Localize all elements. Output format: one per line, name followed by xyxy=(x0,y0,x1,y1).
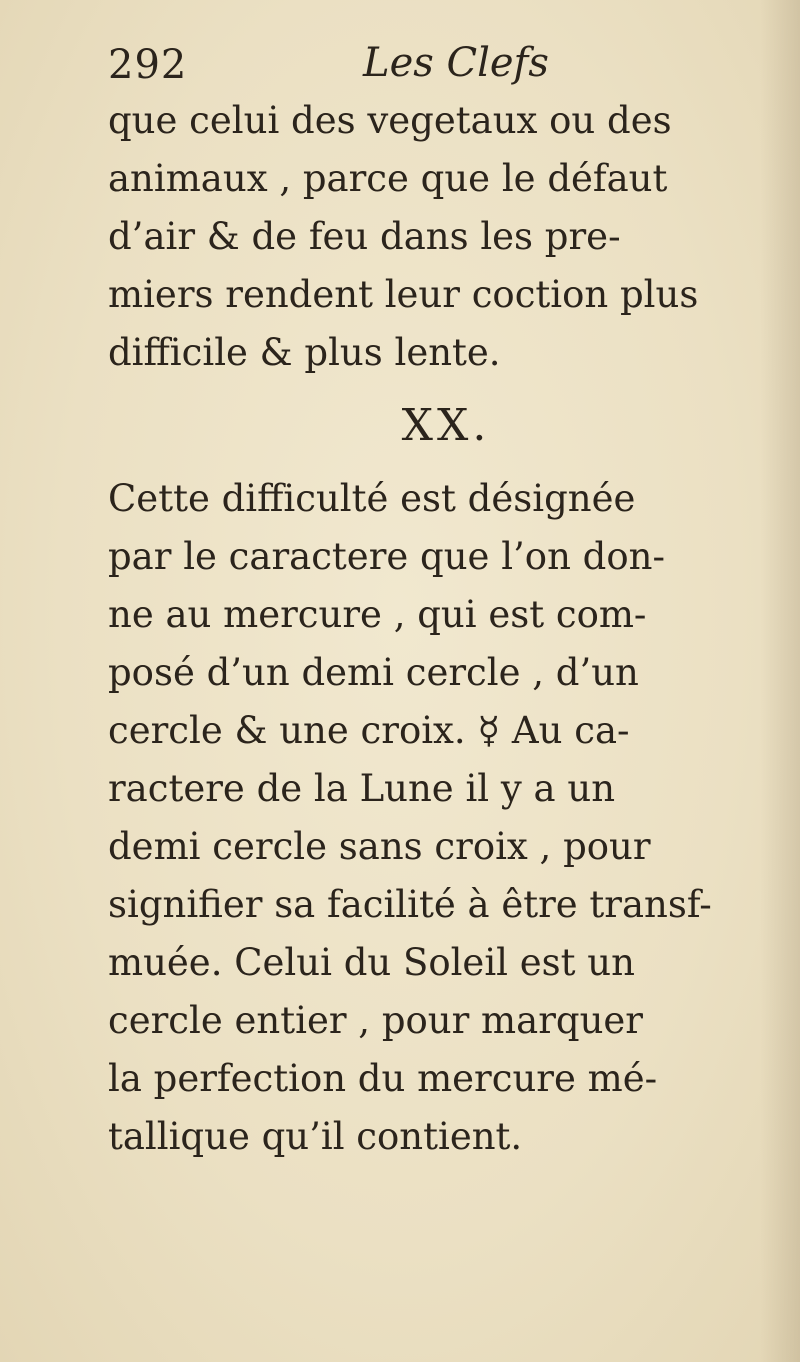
page-edge-shadow xyxy=(760,0,800,1362)
text-line: par le caractere que l’on don- xyxy=(108,535,665,578)
running-title: Les Clefs xyxy=(363,40,549,86)
text-line: ractere de la Lune il y a un xyxy=(108,767,616,810)
page-header xyxy=(108,38,748,98)
text-line: signifier sa facilité à être transf- xyxy=(108,883,712,926)
text-line: d’air & de feu dans les pre- xyxy=(108,215,621,258)
text-line: muée. Celui du Soleil est un xyxy=(108,941,635,984)
text-line: tallique qu’il contient. xyxy=(108,1115,523,1158)
text-line: demi cercle sans croix , pour xyxy=(108,825,651,868)
text-line: que celui des vegetaux ou des xyxy=(108,99,672,142)
page-number: 292 xyxy=(108,42,188,88)
section-heading: XX. xyxy=(401,400,491,451)
text-line: la perfection du mercure mé- xyxy=(108,1057,658,1100)
text-line: animaux , parce que le défaut xyxy=(108,157,668,200)
text-line: miers rendent leur coction plus xyxy=(108,273,699,316)
text-line: cercle & une croix. ☿ Au ca- xyxy=(108,709,630,752)
text-line: Cette difficulté est désignée xyxy=(108,477,636,520)
text-line: posé d’un demi cercle , d’un xyxy=(108,651,639,694)
text-line: ne au mercure , qui est com- xyxy=(108,593,647,636)
text-line: cercle entier , pour marquer xyxy=(108,999,643,1042)
body-text xyxy=(108,92,744,1166)
text-line: difficile & plus lente. xyxy=(108,331,501,374)
